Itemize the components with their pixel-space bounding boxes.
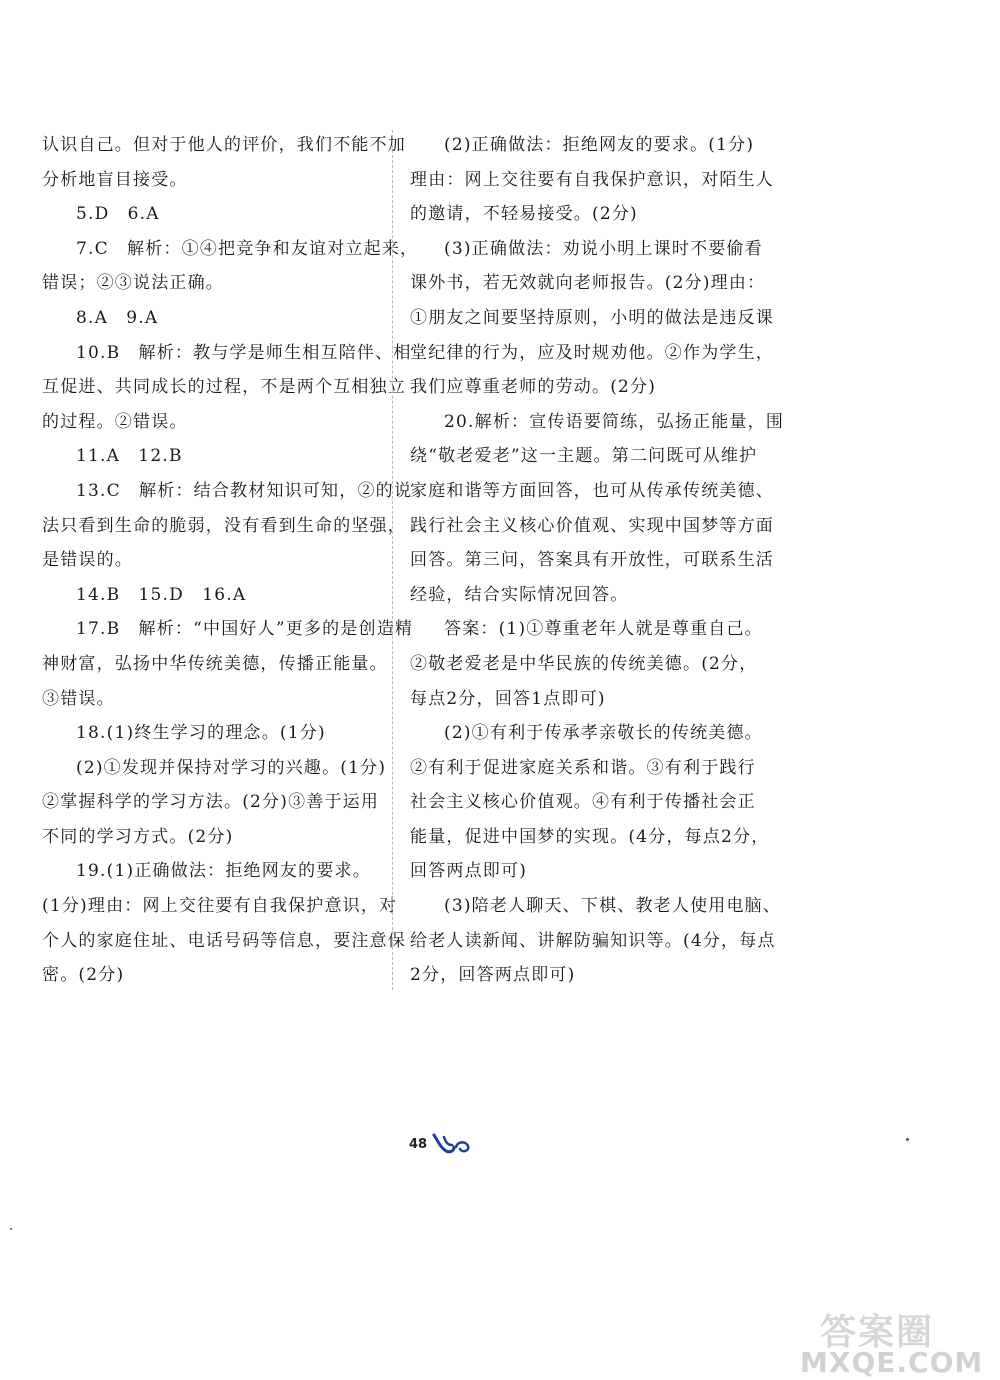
answer-20: 20.解析：宣传语要简练，弘扬正能量，围	[444, 411, 785, 432]
text-line: (2)①发现并保持对学习的兴趣。(1分)	[76, 757, 387, 778]
answer-19: 19.(1)正确做法：拒绝网友的要求。	[76, 861, 371, 882]
text-line: (1分)理由：网上交往要有自我保护意识，对	[42, 896, 398, 917]
text-line: 神财富，弘扬中华传统美德，传播正能量。	[42, 653, 388, 674]
text-line: 回答。第三问，答案具有开放性，可联系生活	[410, 550, 774, 571]
watermark-url: MXQE.COM	[800, 1346, 984, 1379]
answer-13: 13.C 解析：结合教材知识可知，②的说	[76, 480, 413, 501]
text-line: 绕“敬老爱老”这一主题。第二问既可从维护	[410, 446, 758, 467]
watermark	[796, 1304, 996, 1380]
text-line: 我们应尊重老师的劳动。(2分)	[410, 377, 657, 398]
text-line: 回答两点即可)	[410, 861, 528, 882]
text-line: 互促进、共同成长的过程，不是两个互相独立	[42, 377, 406, 398]
text-line: 是错误的。	[42, 550, 133, 571]
text-line: 经验，结合实际情况回答。	[410, 584, 629, 605]
right-column	[410, 128, 785, 993]
text-line: 密。(2分)	[42, 965, 125, 986]
page-number: 48	[409, 1137, 428, 1152]
watermark-text: 答案圈	[820, 1312, 935, 1353]
text-line: 每点2分，回答1点即可)	[410, 688, 606, 709]
answer-7: 7.C 解析：①④把竞争和友谊对立起来，	[76, 238, 419, 259]
text-line: 践行社会主义核心价值观、实现中国梦等方面	[410, 515, 774, 536]
text-line: 的过程。②错误。	[42, 411, 188, 432]
text-line: 给老人读新闻、讲解防骗知识等。(4分，每点	[410, 930, 776, 951]
speck	[10, 1228, 12, 1230]
text-line: (2)正确做法：拒绝网友的要求。(1分)	[444, 135, 755, 155]
text-line: ①朋友之间要坚持原则，小明的做法是违反课	[410, 307, 774, 328]
text-line: 课外书，若无效就向老师报告。(2分)理由：	[410, 273, 766, 294]
answer-11-12: 11.A 12.B	[76, 446, 183, 467]
answer-14-16: 14.B 15.D 16.A	[76, 584, 247, 605]
text-line: 理由：网上交往要有自我保护意识，对陌生人	[410, 169, 774, 190]
text-line: (3)陪老人聊天、下棋、教老人使用电脑、	[444, 896, 782, 917]
text-line: 能量，促进中国梦的实现。(4分，每点2分，	[410, 826, 770, 847]
text-line: 认识自己。但对于他人的评价，我们不能不加	[42, 135, 406, 155]
text-line: 堂纪律的行为，应及时规劝他。②作为学生，	[410, 342, 774, 363]
answer-8-9: 8.A 9.A	[76, 307, 159, 328]
speck	[906, 1138, 909, 1141]
text-line: 社会主义核心价值观。④有利于传播社会正	[410, 792, 756, 813]
text-line: 法只看到生命的脆弱，没有看到生命的坚强，	[42, 515, 406, 536]
text-line: (3)正确做法：劝说小明上课时不要偷看	[444, 238, 763, 259]
text-line: 的邀请，不轻易接受。(2分)	[410, 204, 638, 225]
text-line: ②敬老爱老是中华民族的传统美德。(2分，	[410, 653, 758, 674]
answer-10: 10.B 解析：教与学是师生相互陪伴、相	[76, 342, 412, 363]
text-line: 家庭和谐等方面回答，也可从传承传统美德、	[410, 480, 774, 501]
text-line: 错误；②③说法正确。	[42, 273, 224, 294]
text-line: ③错误。	[42, 688, 115, 709]
answer-18: 18.(1)终生学习的理念。(1分)	[76, 723, 326, 744]
text-line: 不同的学习方式。(2分)	[42, 826, 234, 847]
left-column	[42, 128, 419, 993]
text-line: (2)①有利于传承孝亲敬长的传统美德。	[444, 723, 763, 744]
text-line: 答案：(1)①尊重老年人就是尊重自己。	[444, 619, 763, 640]
text-line: 分析地盲目接受。	[42, 169, 188, 190]
text-line: 个人的家庭住址、电话号码等信息，要注意保	[42, 930, 406, 951]
answer-17: 17.B 解析：“中国好人”更多的是创造精	[76, 619, 414, 640]
text-line: 2分，回答两点即可)	[410, 965, 576, 986]
text-line: ②有利于促进家庭关系和谐。③有利于践行	[410, 757, 756, 778]
text-line: ②掌握科学的学习方法。(2分)③善于运用	[42, 792, 380, 813]
bird-logo-icon	[430, 1131, 474, 1157]
column-divider	[392, 130, 393, 990]
answer-5-6: 5.D 6.A	[76, 204, 160, 225]
